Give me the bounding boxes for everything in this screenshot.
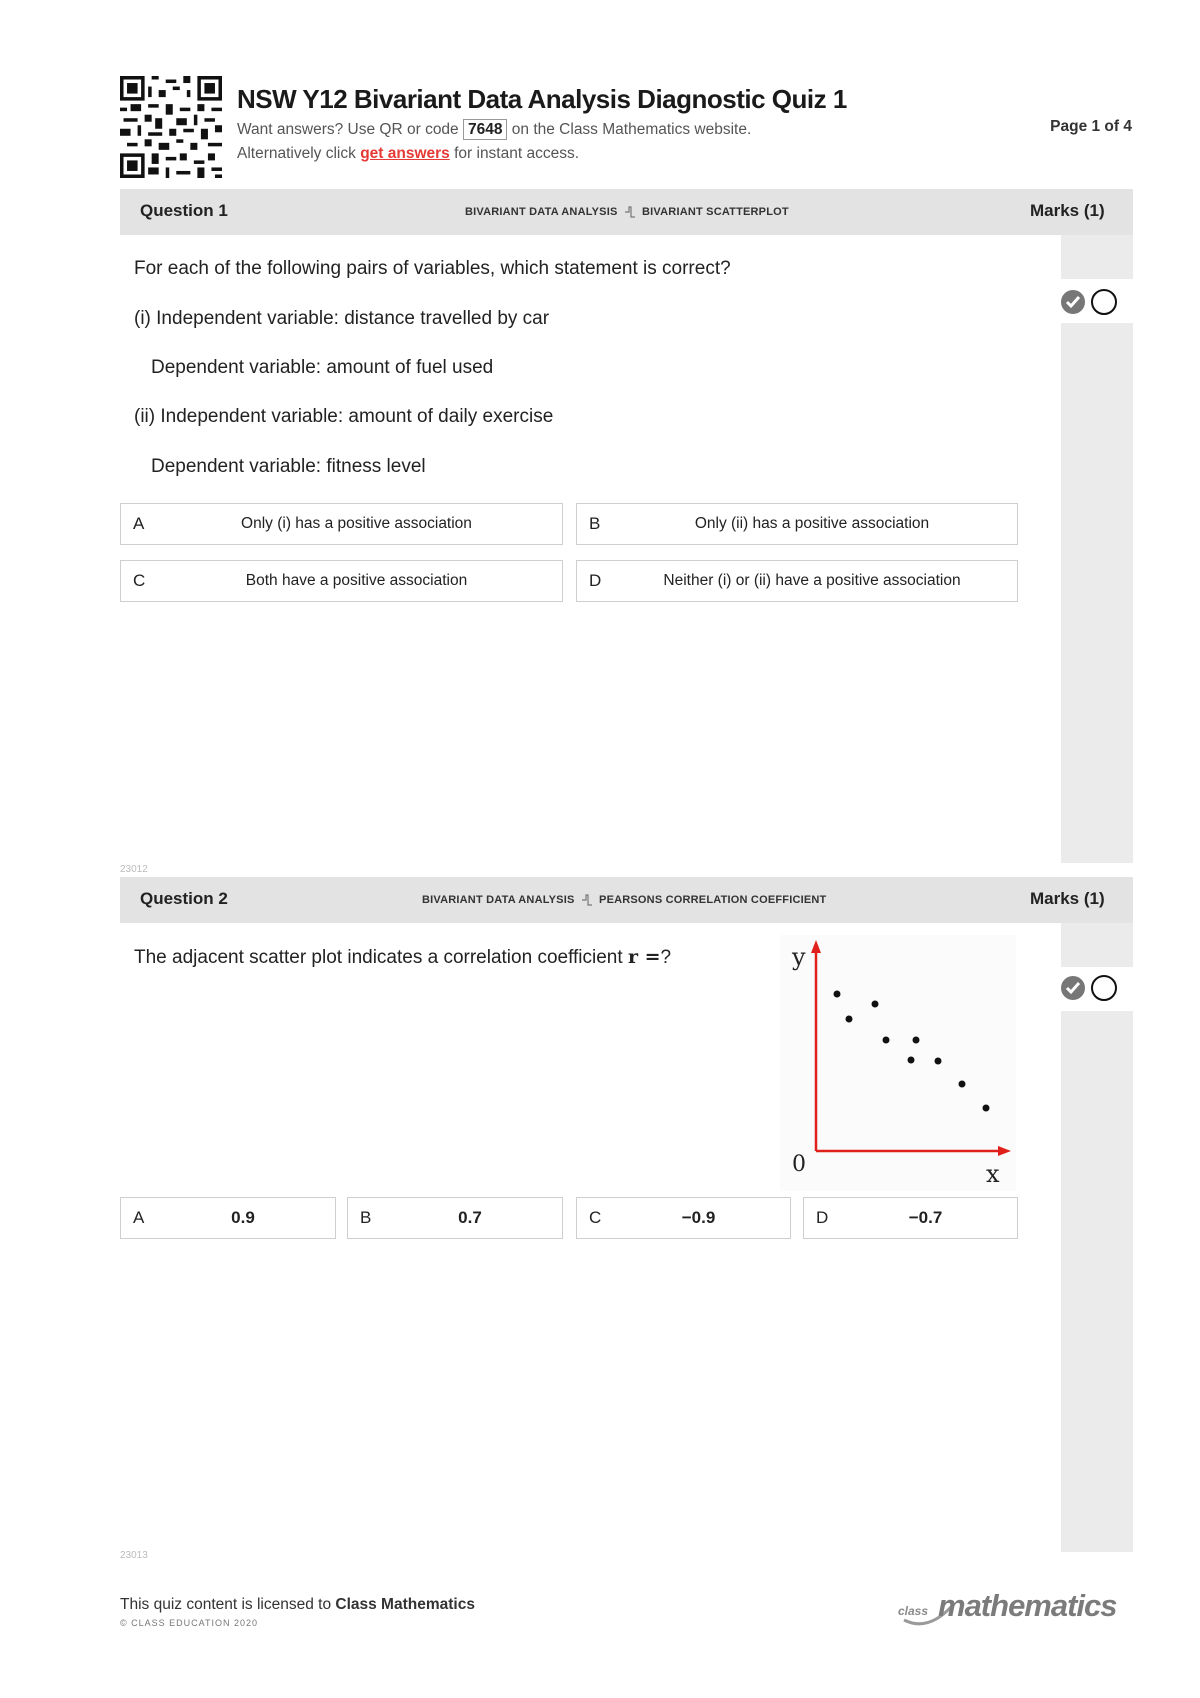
question-id: 23012 [120,864,148,875]
data-point [935,1058,942,1065]
data-point [883,1037,890,1044]
data-point [913,1037,920,1044]
question-text-main: The adjacent scatter plot indicates a correlation coefficient [134,947,623,968]
question-line: Dependent variable: fitness level [151,456,426,477]
info-text: Alternatively click [237,145,361,162]
option-b[interactable] [576,503,1018,545]
copyright: © CLASS EDUCATION 2020 [120,1618,259,1628]
option-b[interactable] [347,1197,563,1239]
topic-category: BIVARIANT DATA ANALYSIS [422,893,575,906]
option-text: Both have a positive association [245,572,468,589]
info-text: on the Class Mathematics website. [507,121,752,138]
step-arrow-icon [581,893,593,907]
logo-big-text: mathematics [938,1588,1117,1623]
option-value: −0.9 [681,1208,716,1227]
data-point [834,991,841,998]
math-r-equals: r = [627,946,661,968]
option-d[interactable] [803,1197,1018,1239]
question-marks: Marks (1) [1030,889,1105,908]
question-title: Question 2 [140,889,228,908]
option-text: Only (i) has a positive association [241,515,472,532]
question-1-header [120,189,1133,235]
y-axis-label: y [792,943,806,971]
logo-small-text: class [898,1604,929,1618]
license-org: Class Mathematics [335,1596,475,1613]
license-prefix: This quiz content is licensed to [120,1596,336,1613]
option-a[interactable] [120,1197,336,1239]
mark-icons [1060,288,1120,316]
option-letter: C [133,571,146,590]
option-d[interactable] [576,560,1018,602]
info-text: for instant access. [449,145,580,162]
class-mathematics-logo[interactable] [898,1586,1134,1630]
question-mark: ? [660,947,672,968]
empty-circle-icon[interactable] [1092,290,1116,314]
option-letter: D [816,1208,829,1227]
topic-subcategory: BIVARIANT SCATTERPLOT [642,205,789,218]
check-circle-icon[interactable] [1061,976,1085,1000]
answers-info [237,118,751,166]
question-title: Question 1 [140,201,228,220]
question-marks: Marks (1) [1030,201,1105,220]
option-letter: C [589,1208,602,1227]
question-id: 23013 [120,1550,148,1561]
mark-icons [1060,974,1120,1002]
option-letter: A [133,514,145,533]
question-line: (ii) Independent variable: amount of daily exercise [134,406,554,427]
license-text [120,1596,475,1614]
option-letter: A [133,1208,145,1227]
option-a[interactable] [120,503,563,545]
marking-column [1061,923,1133,1552]
option-letter: B [360,1208,372,1227]
option-value: 0.9 [231,1208,255,1227]
x-axis-label: x [986,1160,1000,1188]
quiz-code: 7648 [463,119,507,140]
data-point [872,1001,879,1008]
empty-circle-icon[interactable] [1092,976,1116,1000]
question-line: Dependent variable: amount of fuel used [151,357,494,378]
quiz-title: NSW Y12 Bivariant Data Analysis Diagnostic Quiz 1 [237,84,847,114]
question-text: For each of the following pairs of variables, which statement is correct? [134,258,731,279]
qr-code-icon[interactable] [120,76,222,178]
check-circle-icon[interactable] [1061,290,1085,314]
data-point [846,1016,853,1023]
step-arrow-icon [624,205,636,219]
option-value: −0.7 [908,1208,943,1227]
option-letter: D [589,571,602,590]
option-c[interactable] [576,1197,791,1239]
option-text: Only (ii) has a positive association [694,515,930,532]
get-answers-link[interactable]: get answers [360,145,450,162]
origin-label: 0 [792,1152,806,1177]
question-topic [465,205,789,219]
option-letter: B [589,514,601,533]
question-topic [422,893,826,907]
topic-subcategory: PEARSONS CORRELATION COEFFICIENT [599,893,827,906]
option-c[interactable] [120,560,563,602]
scatter-plot [780,935,1016,1191]
question-2-header [120,877,1133,923]
data-point [983,1105,990,1112]
option-text: Neither (i) or (ii) have a positive association [663,572,961,589]
option-value: 0.7 [458,1208,482,1227]
marking-column [1061,235,1133,863]
data-point [908,1057,915,1064]
question-text [134,946,671,969]
topic-category: BIVARIANT DATA ANALYSIS [465,205,618,218]
info-text: Want answers? Use QR or code [237,121,463,138]
question-line: (i) Independent variable: distance travelled by car [134,308,550,329]
page-number: Page 1 of 4 [1050,118,1132,135]
data-point [959,1081,966,1088]
